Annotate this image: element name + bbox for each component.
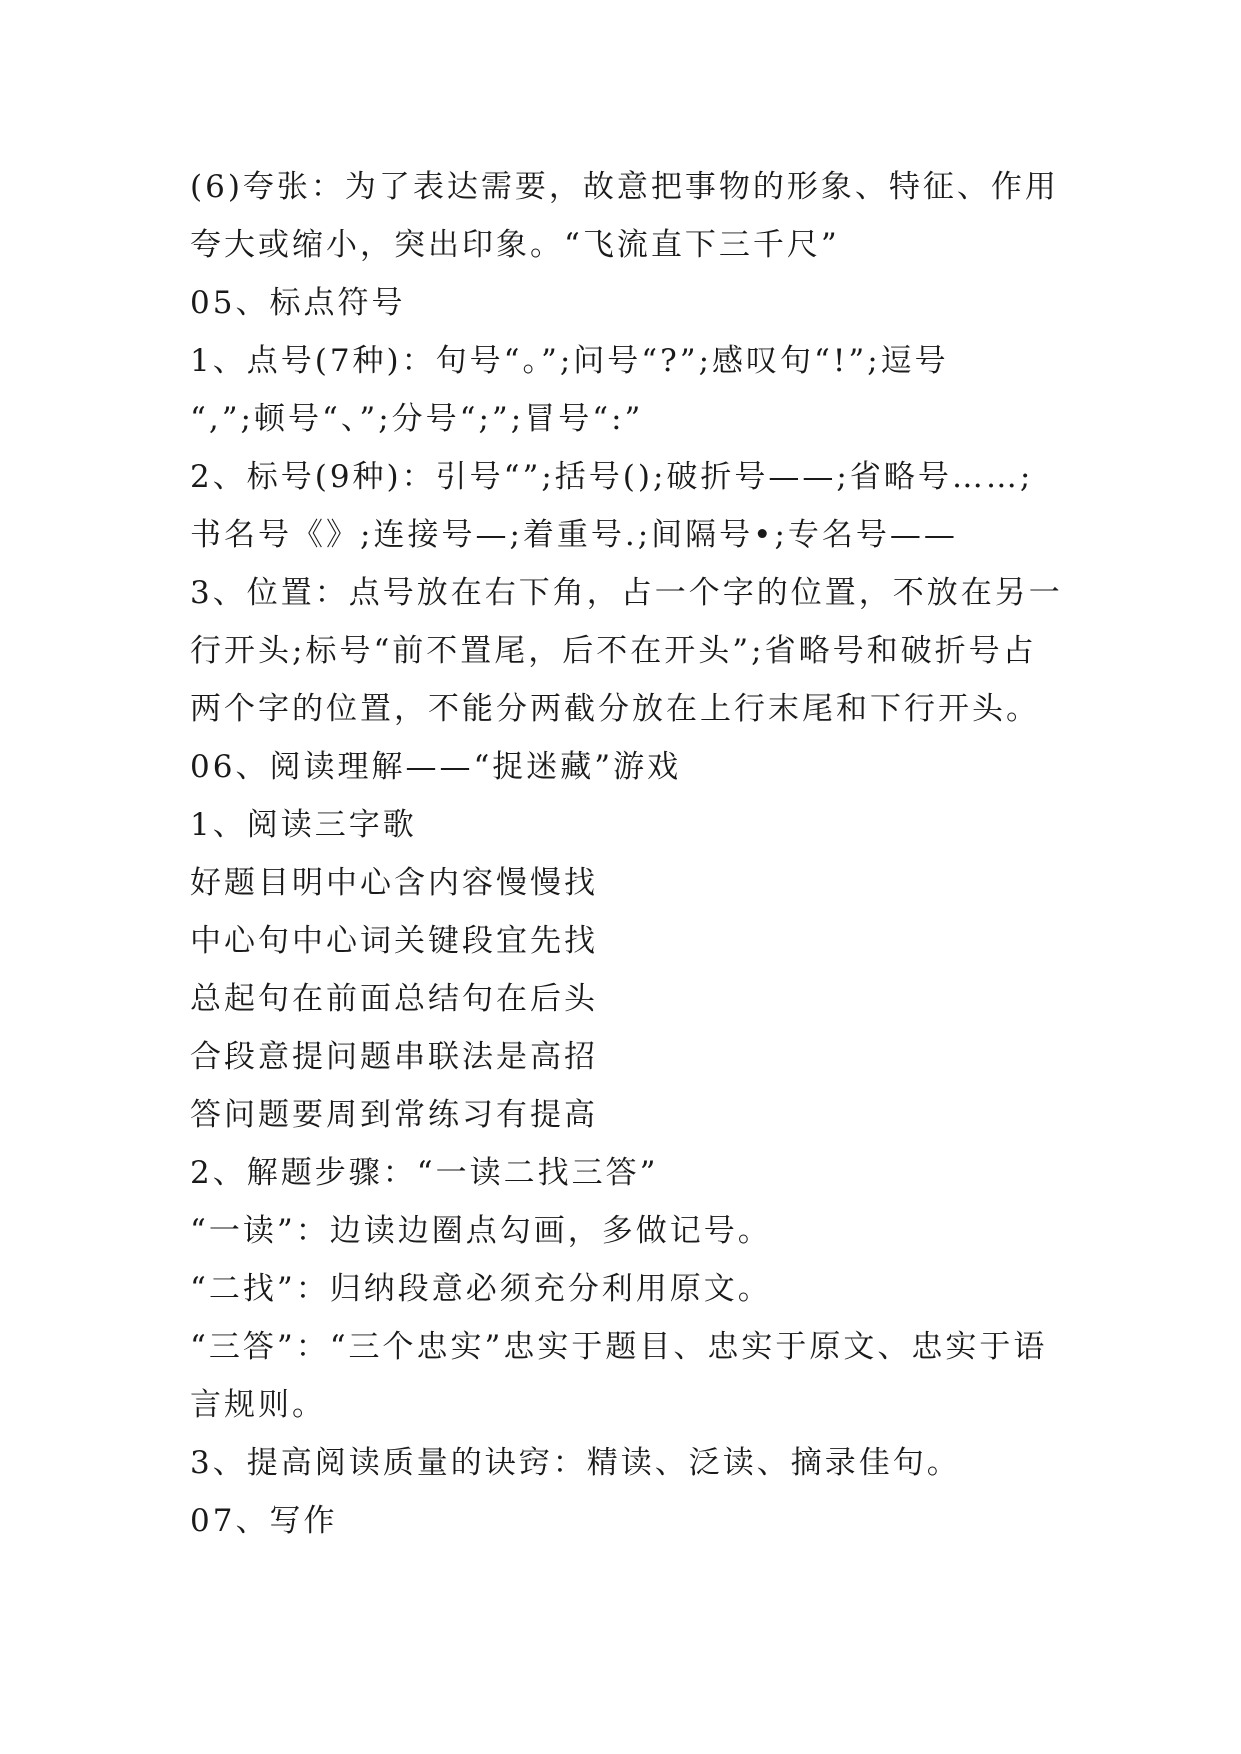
text-line: 言规则。 [190, 1387, 326, 1423]
section-heading: 06、阅读理解——“捉迷藏”游戏 [190, 749, 682, 785]
text-line: 3、提高阅读质量的诀窍：精读、泛读、摘录佳句。 [190, 1445, 961, 1481]
text-line: “三答”：“三个忠实”忠实于题目、忠实于原文、忠实于语 [190, 1329, 1048, 1365]
text-line: 2、解题步骤：“一读二找三答” [190, 1155, 659, 1191]
document-body [190, 158, 1070, 1550]
text-line: “二找”：归纳段意必须充分利用原文。 [190, 1271, 772, 1307]
text-line: 3、位置：点号放在右下角，占一个字的位置，不放在另一 [190, 575, 1063, 611]
text-line: 行开头;标号“前不置尾，后不在开头”;省略号和破折号占 [190, 633, 1037, 669]
text-line: 书名号《》;连接号—;着重号.;间隔号•;专名号—— [190, 517, 958, 553]
text-line: 1、点号(7种)：句号“。”;问号“?”;感叹句“!”;逗号 [190, 343, 949, 379]
text-line: 好题目明中心含内容慢慢找 [190, 865, 598, 901]
text-line: 夸大或缩小，突出印象。“飞流直下三千尺” [190, 227, 840, 263]
text-line: 中心句中心词关键段宜先找 [190, 923, 598, 959]
text-line: 答问题要周到常练习有提高 [190, 1097, 598, 1133]
text-line: “,”;顿号“、”;分号“;”;冒号“:” [190, 401, 644, 437]
text-line: 合段意提问题串联法是高招 [190, 1039, 598, 1075]
text-line: 2、标号(9种)：引号“”;括号();破折号——;省略号……; [190, 459, 1034, 495]
section-heading: 07、写作 [190, 1503, 338, 1539]
text-line: 两个字的位置，不能分两截分放在上行末尾和下行开头。 [190, 691, 1040, 727]
text-line: (6)夸张：为了表达需要，故意把事物的形象、特征、作用 [190, 169, 1059, 205]
text-line: “一读”：边读边圈点勾画，多做记号。 [190, 1213, 772, 1249]
section-heading: 05、标点符号 [190, 285, 406, 321]
text-line: 1、阅读三字歌 [190, 807, 417, 843]
text-line: 总起句在前面总结句在后头 [190, 981, 598, 1017]
